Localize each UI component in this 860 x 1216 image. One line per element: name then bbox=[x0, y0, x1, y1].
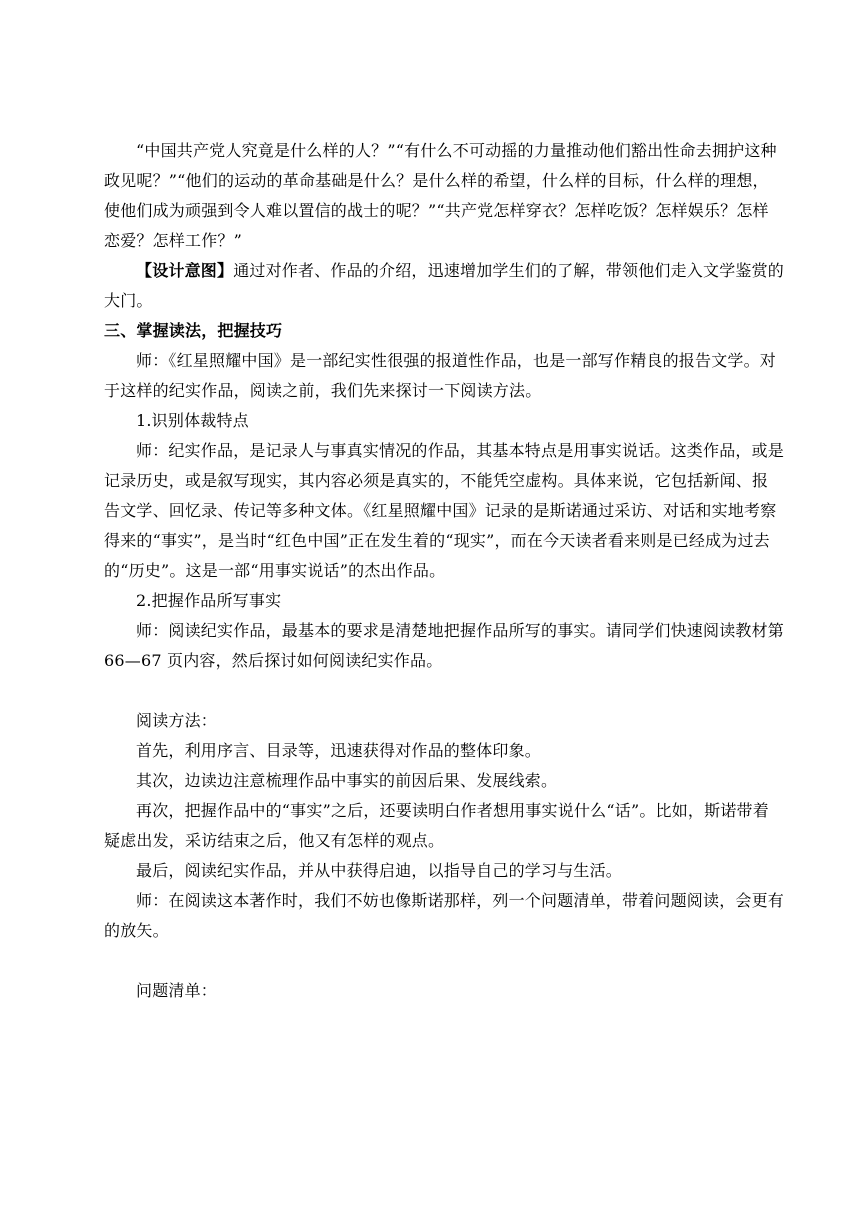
design-intent-label: 【设计意图】 bbox=[136, 261, 234, 280]
reading-method-label: 阅读方法： bbox=[136, 711, 218, 730]
spacer bbox=[104, 676, 784, 706]
facts-paragraph: 师：阅读纪实作品，最基本的要求是清楚地把握作品所写的事实。请同学们快速阅读教材第 66—67 页内容，然后探讨如何阅读纪实作品。 bbox=[104, 621, 785, 670]
document-body bbox=[104, 136, 784, 1006]
design-intent-text: 通过对作者、作品的介绍，迅速增加学生们的了解，带领他们走入文学鉴赏的大门。 bbox=[104, 261, 785, 310]
reading-method-second: 其次，边读边注意梳理作品中事实的前因后果、发展线索。 bbox=[136, 771, 558, 790]
teacher-intro-paragraph: 师：《红星照耀中国》是一部纪实性很强的报道性作品，也是一部写作精良的报告文学。对于这样的纪实作品，阅读之前，我们先来探讨一下阅读方法。 bbox=[104, 351, 777, 400]
section-heading: 三、掌握读法，把握技巧 bbox=[104, 321, 283, 340]
genre-paragraph: 师：纪实作品，是记录人与事真实情况的作品，其基本特点是用事实说话。这类作品，或是记录历史，或是叙写现实，其内容必须是真实的，不能凭空虚构。具体来说，它包括新闻、报告文学、回忆录、传记等多种文体。《红星照耀中国》记录的是斯诺通过采访、对话和实地考察得来的“事实”，是当时“红色中国”正在发生着的“现实”，而在今天读者看来则是已经成为过去的“历史”。这是一部“用事实说话”的杰出作品。 bbox=[104, 441, 785, 580]
quote-paragraph: “中国共产党人究竟是什么样的人？”“有什么不可动摇的力量推动他们豁出性命去拥护这种政见呢？”“他们的运动的革命基础是什么？是什么样的希望，什么样的目标，什么样的理想，使他们成为顽强到令人难以置信的战士的呢？”“共产党怎样穿衣？怎样吃饭？怎样娱乐？怎样恋爱？怎样工作？” bbox=[104, 141, 777, 250]
teacher-question-paragraph: 师：在阅读这本著作时，我们不妨也像斯诺那样，列一个问题清单，带着问题阅读，会更有的放矢。 bbox=[104, 891, 785, 940]
reading-method-last: 最后，阅读纪实作品，并从中获得启迪，以指导自己的学习与生活。 bbox=[136, 861, 623, 880]
spacer bbox=[104, 946, 784, 976]
subheading-genre: 1.识别体裁特点 bbox=[136, 411, 249, 430]
reading-method-third: 再次，把握作品中的“事实”之后，还要读明白作者想用事实说什么“话”。比如，斯诺带着疑虑出发，采访结束之后，他又有怎样的观点。 bbox=[104, 801, 769, 850]
question-list-label: 问题清单： bbox=[136, 981, 218, 1000]
reading-method-first: 首先，利用序言、目录等，迅速获得对作品的整体印象。 bbox=[136, 741, 542, 760]
subheading-facts: 2.把握作品所写事实 bbox=[136, 591, 282, 610]
design-intent-paragraph bbox=[104, 256, 784, 316]
